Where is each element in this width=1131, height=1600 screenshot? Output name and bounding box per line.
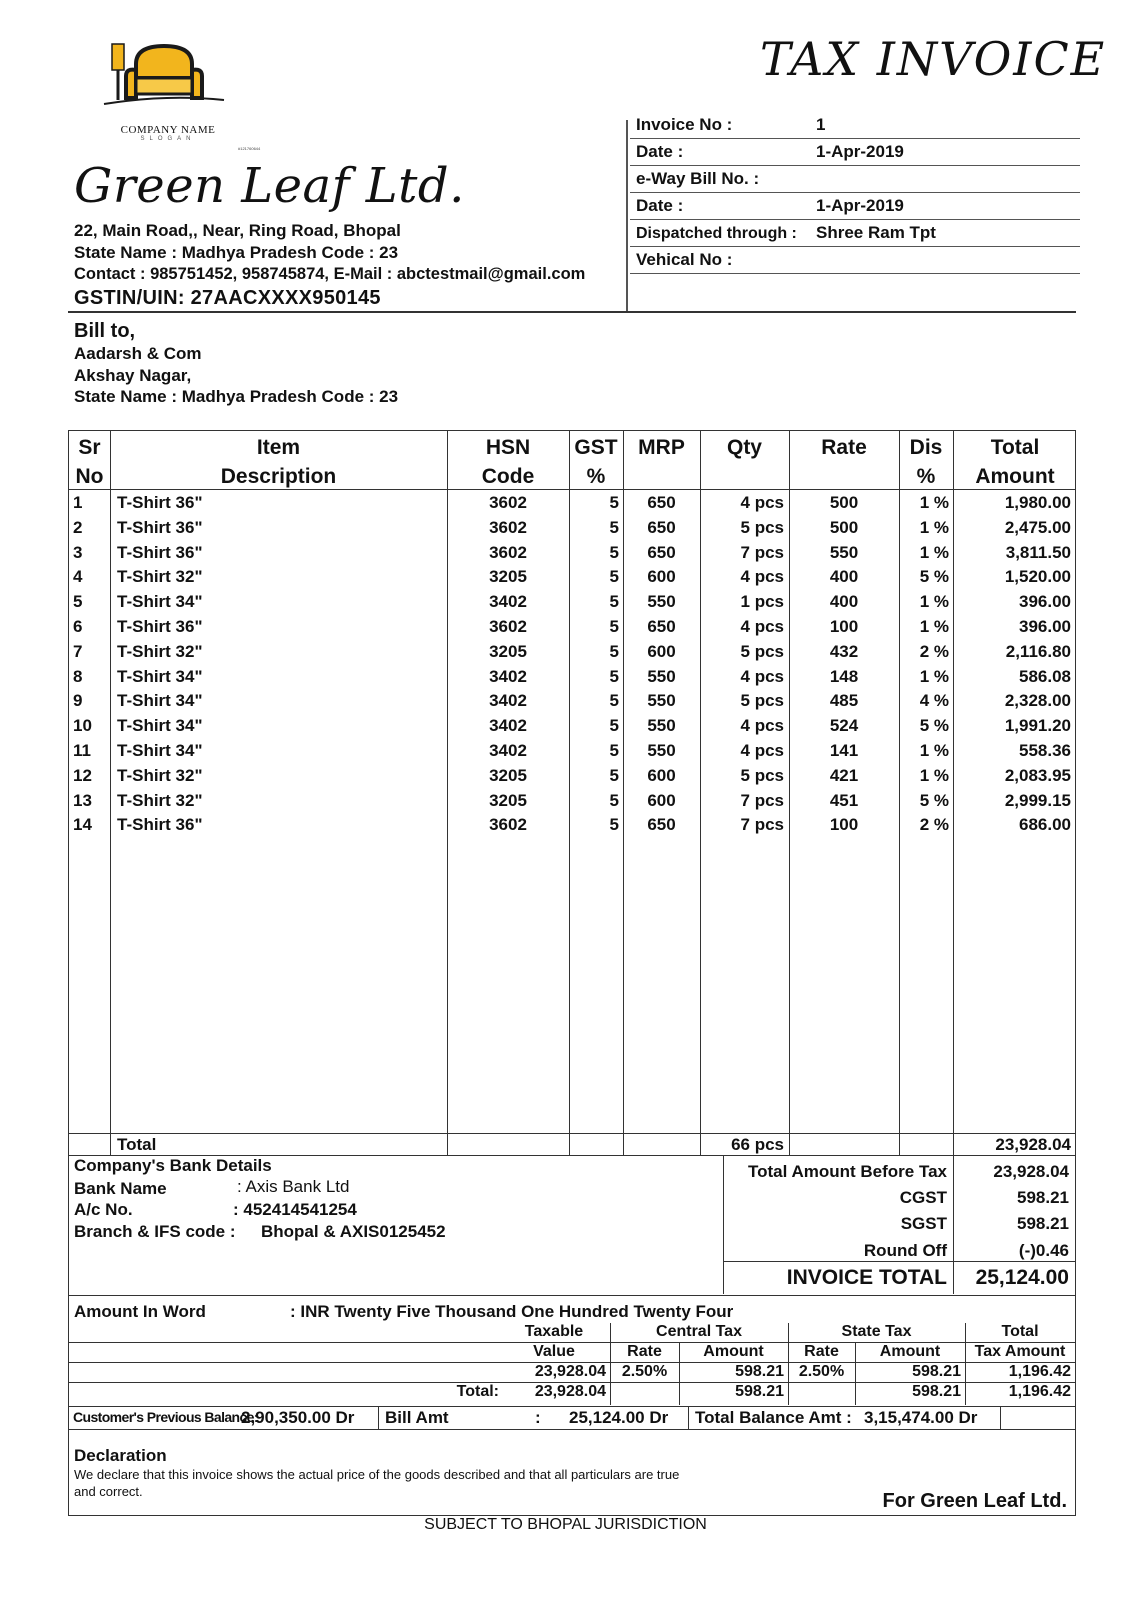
cell-rate: 400	[829, 567, 859, 587]
cell-total-amount: 1,520.00	[1004, 567, 1071, 587]
cell-total-amount: 686.00	[1019, 815, 1071, 835]
cell-mrp: 600	[647, 790, 676, 810]
total-qty: 66 pcs	[731, 1135, 784, 1154]
cell-sr-no: 2	[73, 517, 83, 537]
meta-label: Vehical No :	[636, 250, 733, 269]
logo-tiny-text: #121760644	[238, 146, 261, 151]
cell-rate: 100	[829, 617, 859, 636]
tax-total-state: 598.21	[912, 1383, 961, 1400]
cell-gst: 5	[609, 815, 619, 835]
logo-slogan: SLOGAN	[140, 136, 196, 142]
cell-sr-no: 10	[73, 716, 92, 736]
tax-summary	[68, 1296, 1076, 1406]
cell-gst: 5	[609, 641, 619, 661]
round-off-value: (-)0.46	[1018, 1241, 1069, 1260]
cell-hsn-code: 3402	[489, 716, 527, 736]
cell-mrp: 600	[647, 567, 676, 587]
cell-total-amount: 1,991.20	[1004, 716, 1071, 736]
total-balance-label: Total Balance Amt :	[695, 1408, 852, 1427]
total-balance-value: 3,15,474.00 Dr	[864, 1408, 978, 1427]
cell-hsn-code: 3602	[489, 517, 527, 537]
seller-address: 22, Main Road,, Near, Ring Road, Bhopal	[74, 221, 401, 240]
cell-hsn-code: 3205	[489, 790, 527, 810]
cell-mrp: 550	[647, 741, 676, 760]
balance-divider	[378, 1407, 379, 1429]
taxable-value: 23,928.04	[534, 1363, 606, 1380]
meta-label: e-Way Bill No. :	[636, 169, 760, 188]
header-mrp: MRP	[638, 436, 685, 459]
cell-rate: 421	[829, 765, 859, 785]
bank-and-totals	[68, 1156, 1076, 1296]
central-rate-header: Rate	[627, 1343, 662, 1360]
cell-rate: 485	[829, 691, 859, 711]
header-hsn-code: HSN Code	[481, 436, 535, 488]
cell-discount: 1 %	[919, 493, 949, 512]
meta-label: Date :	[636, 142, 684, 161]
previous-balance-label: Customer's Previous Balance:	[73, 1409, 258, 1425]
state-rate: 2.50%	[798, 1363, 845, 1380]
cell-gst: 5	[609, 765, 619, 785]
cell-discount: 2 %	[919, 641, 949, 661]
tax-total-central: 598.21	[735, 1383, 784, 1400]
cell-total-amount: 586.08	[1019, 666, 1071, 686]
cell-sr-no: 9	[73, 691, 83, 711]
declaration-heading: Declaration	[74, 1446, 167, 1465]
round-off-label: Round Off	[863, 1241, 947, 1260]
meta-invoice-no	[630, 112, 1080, 139]
cell-qty: 4 pcs	[740, 741, 784, 760]
cgst-label: CGST	[899, 1188, 947, 1207]
cell-total-amount: 2,475.00	[1004, 517, 1071, 537]
cell-hsn-code: 3402	[489, 741, 527, 760]
seller-gstin: GSTIN/UIN: 27AACXXXX950145	[74, 287, 381, 309]
cell-rate: 100	[829, 815, 859, 835]
cell-hsn-code: 3205	[489, 641, 527, 661]
balance-row	[68, 1406, 1076, 1430]
cell-mrp: 650	[647, 517, 676, 537]
cell-item-description: T-Shirt 32"	[117, 765, 203, 785]
meta-label: Dispatched through :	[636, 225, 797, 242]
cell-qty: 7 pcs	[740, 815, 784, 835]
cell-item-description: T-Shirt 32"	[117, 641, 203, 661]
column-divider	[110, 431, 111, 1155]
cell-item-description: T-Shirt 32"	[117, 567, 203, 587]
cell-rate: 451	[829, 790, 859, 810]
armchair-logo-icon	[96, 38, 226, 110]
cell-rate: 500	[829, 517, 859, 537]
bank-name-value: : Axis Bank Ltd	[237, 1177, 350, 1196]
cell-sr-no: 12	[73, 765, 92, 785]
taxable-header-2: Value	[533, 1343, 575, 1360]
cell-hsn-code: 3205	[489, 567, 527, 587]
cell-gst: 5	[609, 542, 619, 562]
cell-sr-no: 7	[73, 641, 83, 661]
branch-ifs-value: Bhopal & AXIS0125452	[261, 1222, 446, 1241]
cell-discount: 1 %	[919, 666, 949, 686]
declaration-line-2: and correct.	[74, 1484, 143, 1499]
cell-sr-no: 11	[73, 741, 91, 760]
taxable-header: Taxable	[524, 1323, 584, 1340]
logo-company-name: COMPANY NAME	[120, 124, 216, 136]
cell-discount: 1 %	[919, 517, 949, 537]
signature-line: For Green Leaf Ltd.	[882, 1490, 1067, 1512]
cell-mrp: 550	[647, 592, 676, 612]
cell-item-description: T-Shirt 36"	[117, 517, 203, 537]
cell-item-description: T-Shirt 34"	[117, 666, 203, 686]
cell-discount: 4 %	[919, 691, 949, 711]
cell-total-amount: 2,116.80	[1005, 641, 1071, 661]
cell-item-description: T-Shirt 32"	[117, 790, 203, 810]
cell-sr-no: 4	[73, 567, 83, 587]
bill-amount-value: 25,124.00 Dr	[569, 1408, 669, 1427]
account-no-value: : 452414541254	[233, 1200, 357, 1219]
meta-dispatched-through	[630, 220, 1080, 247]
cell-item-description: T-Shirt 36"	[117, 542, 203, 562]
header-total-amount: Total Amount	[975, 436, 1055, 488]
header-gst: GST %	[574, 436, 618, 488]
cell-total-amount: 3,811.50	[1005, 542, 1071, 562]
cell-total-amount: 396.00	[1019, 617, 1071, 636]
central-tax-header: Central Tax	[656, 1323, 742, 1340]
cell-mrp: 650	[647, 815, 676, 835]
cell-hsn-code: 3602	[489, 542, 527, 562]
cell-item-description: T-Shirt 36"	[117, 493, 203, 512]
meta-eway-date	[630, 193, 1080, 220]
bill-amount-label: Bill Amt	[385, 1408, 449, 1427]
cell-gst: 5	[609, 592, 619, 612]
central-amount: 598.21	[735, 1363, 784, 1380]
balance-divider	[688, 1407, 689, 1429]
company-logo	[68, 30, 261, 154]
cell-qty: 7 pcs	[740, 790, 784, 810]
seller-contact: Contact : 985751452, 958745874, E-Mail : abctestmail@gmail.com	[74, 265, 586, 283]
cell-item-description: T-Shirt 36"	[117, 815, 203, 835]
cell-sr-no: 13	[73, 790, 92, 810]
header-sr-no: Sr No	[75, 436, 104, 488]
cell-mrp: 550	[647, 691, 676, 711]
meta-value: 1-Apr-2019	[816, 142, 904, 161]
cell-qty: 5 pcs	[740, 765, 784, 785]
meta-date	[630, 139, 1080, 166]
cell-hsn-code: 3602	[489, 493, 527, 512]
cell-rate: 148	[829, 666, 859, 686]
cell-qty: 5 pcs	[740, 691, 784, 711]
cell-qty: 1 pcs	[740, 592, 784, 612]
previous-balance-value: 2,90,350.00 Dr	[241, 1408, 355, 1427]
cell-total-amount: 396.00	[1019, 592, 1071, 612]
meta-value: 1-Apr-2019	[816, 196, 904, 215]
section-divider	[68, 311, 1076, 313]
sgst-value: 598.21	[1017, 1214, 1069, 1233]
cell-gst: 5	[609, 666, 619, 686]
cell-hsn-code: 3402	[489, 592, 527, 612]
total-before-tax-label: Total Amount Before Tax	[748, 1162, 947, 1181]
cell-sr-no: 6	[73, 617, 83, 636]
items-table	[68, 430, 1076, 1156]
cell-rate: 400	[829, 592, 859, 612]
cell-item-description: T-Shirt 36"	[117, 617, 203, 636]
balance-divider	[1000, 1407, 1001, 1429]
total-tax-header: Total	[1001, 1323, 1039, 1340]
meta-eway-bill	[630, 166, 1080, 193]
cell-gst: 5	[609, 617, 619, 636]
cell-item-description: T-Shirt 34"	[117, 716, 203, 736]
state-rate-header: Rate	[804, 1343, 839, 1360]
seller-state: State Name : Madhya Pradesh Code : 23	[74, 243, 399, 262]
central-rate: 2.50%	[621, 1363, 668, 1380]
declaration-section	[68, 1430, 1076, 1516]
cell-discount: 1 %	[919, 741, 949, 760]
account-no-label: A/c No.	[74, 1200, 133, 1219]
cell-total-amount: 2,999.15	[1004, 790, 1071, 810]
jurisdiction-footer: SUBJECT TO BHOPAL JURISDICTION	[424, 1516, 707, 1533]
cell-rate: 141	[829, 741, 859, 760]
invoice-total-label: INVOICE TOTAL	[786, 1266, 947, 1289]
cell-rate: 432	[829, 641, 859, 661]
cell-rate: 524	[829, 716, 859, 736]
tax-total-taxable: 23,928.04	[534, 1383, 606, 1400]
cell-mrp: 550	[647, 716, 676, 736]
cell-mrp: 650	[647, 542, 676, 562]
bank-heading: Company's Bank Details	[74, 1156, 272, 1175]
cell-qty: 4 pcs	[740, 493, 784, 512]
cell-mrp: 600	[647, 765, 676, 785]
cell-discount: 1 %	[919, 592, 949, 612]
bill-to-address: Akshay Nagar,	[74, 366, 192, 385]
meta-vehicle-no	[630, 247, 1080, 274]
bill-to-heading: Bill to,	[74, 320, 136, 342]
branch-ifs-label: Branch & IFS code :	[74, 1222, 236, 1241]
amount-in-word-label: Amount In Word	[74, 1302, 206, 1321]
cell-discount: 1 %	[919, 542, 949, 562]
central-amount-header: Amount	[703, 1343, 764, 1360]
cell-total-amount: 558.36	[1019, 741, 1071, 760]
cell-discount: 2 %	[919, 815, 949, 835]
cell-qty: 5 pcs	[740, 641, 784, 661]
meta-value: Shree Ram Tpt	[816, 223, 936, 242]
cell-hsn-code: 3402	[489, 666, 527, 686]
invoice-total-value: 25,124.00	[975, 1266, 1069, 1289]
amount-in-word-value: : INR Twenty Five Thousand One Hundred Twenty Four	[290, 1302, 734, 1321]
meta-label: Date :	[636, 196, 684, 215]
cell-sr-no: 3	[73, 542, 83, 562]
cell-mrp: 550	[647, 666, 676, 686]
cell-rate: 500	[829, 493, 859, 512]
header-qty: Qty	[726, 436, 762, 459]
cell-sr-no: 1	[73, 493, 83, 512]
document-title: TAX INVOICE	[760, 32, 1107, 86]
total-tax-header-2: Tax Amount	[974, 1343, 1066, 1360]
cell-gst: 5	[609, 493, 619, 512]
cell-gst: 5	[609, 517, 619, 537]
meta-divider	[626, 120, 628, 312]
cell-discount: 5 %	[919, 567, 949, 587]
cell-total-amount: 2,328.00	[1004, 691, 1071, 711]
state-amount: 598.21	[912, 1363, 961, 1380]
header-rate: Rate	[821, 436, 867, 459]
cell-mrp: 650	[647, 493, 676, 512]
cell-item-description: T-Shirt 34"	[117, 741, 203, 760]
invoice-total-divider	[723, 1261, 1075, 1262]
cell-gst: 5	[609, 790, 619, 810]
cell-qty: 4 pcs	[740, 716, 784, 736]
declaration-line-1: We declare that this invoice shows the actual price of the goods described and that all particulars are true	[74, 1467, 680, 1482]
state-amount-header: Amount	[879, 1343, 941, 1360]
bank-name-label: Bank Name	[74, 1179, 167, 1198]
cell-qty: 4 pcs	[740, 567, 784, 587]
cell-hsn-code: 3402	[489, 691, 527, 711]
sgst-label: SGST	[900, 1214, 947, 1233]
meta-value: 1	[816, 115, 826, 134]
seller-name: Green Leaf Ltd.	[74, 158, 465, 214]
cell-qty: 7 pcs	[740, 542, 784, 562]
cell-hsn-code: 3602	[489, 815, 527, 835]
cell-qty: 4 pcs	[740, 666, 784, 686]
cell-mrp: 650	[647, 617, 676, 636]
meta-label: Invoice No :	[636, 115, 733, 134]
cell-discount: 1 %	[919, 765, 949, 785]
cell-sr-no: 5	[73, 592, 83, 612]
state-tax-header: State Tax	[841, 1323, 912, 1340]
cell-gst: 5	[609, 716, 619, 736]
bill-amount-colon: :	[535, 1408, 541, 1427]
cell-total-amount: 1,980.00	[1004, 493, 1071, 512]
cell-sr-no: 14	[73, 815, 92, 835]
tax-total-overall: 1,196.42	[1008, 1383, 1071, 1400]
total-label: Total	[117, 1135, 157, 1154]
total-before-tax-value: 23,928.04	[993, 1162, 1069, 1181]
cell-qty: 4 pcs	[740, 617, 784, 636]
cell-discount: 5 %	[919, 790, 949, 810]
cell-rate: 550	[829, 542, 859, 562]
bill-to-name: Aadarsh & Com	[74, 344, 202, 363]
cell-item-description: T-Shirt 34"	[117, 691, 203, 711]
cell-gst: 5	[609, 741, 619, 760]
total-tax-amount: 1,196.42	[1008, 1363, 1071, 1380]
cell-qty: 5 pcs	[740, 517, 784, 537]
cell-item-description: T-Shirt 34"	[117, 592, 203, 612]
cgst-value: 598.21	[1017, 1188, 1069, 1207]
cell-sr-no: 8	[73, 666, 83, 686]
total-amount: 23,928.04	[995, 1135, 1071, 1154]
tax-total-label: Total:	[456, 1383, 499, 1400]
cell-discount: 1 %	[919, 617, 949, 636]
header-item-description: Item Description	[220, 436, 337, 488]
cell-gst: 5	[609, 567, 619, 587]
cell-mrp: 600	[647, 641, 676, 661]
cell-hsn-code: 3205	[489, 765, 527, 785]
cell-discount: 5 %	[919, 716, 949, 736]
bill-to-state: State Name : Madhya Pradesh Code : 23	[74, 387, 399, 406]
cell-total-amount: 2,083.95	[1004, 765, 1071, 785]
cell-gst: 5	[609, 691, 619, 711]
header-discount: Dis %	[909, 436, 943, 488]
cell-hsn-code: 3602	[489, 617, 527, 636]
total-divider	[69, 1133, 1075, 1134]
